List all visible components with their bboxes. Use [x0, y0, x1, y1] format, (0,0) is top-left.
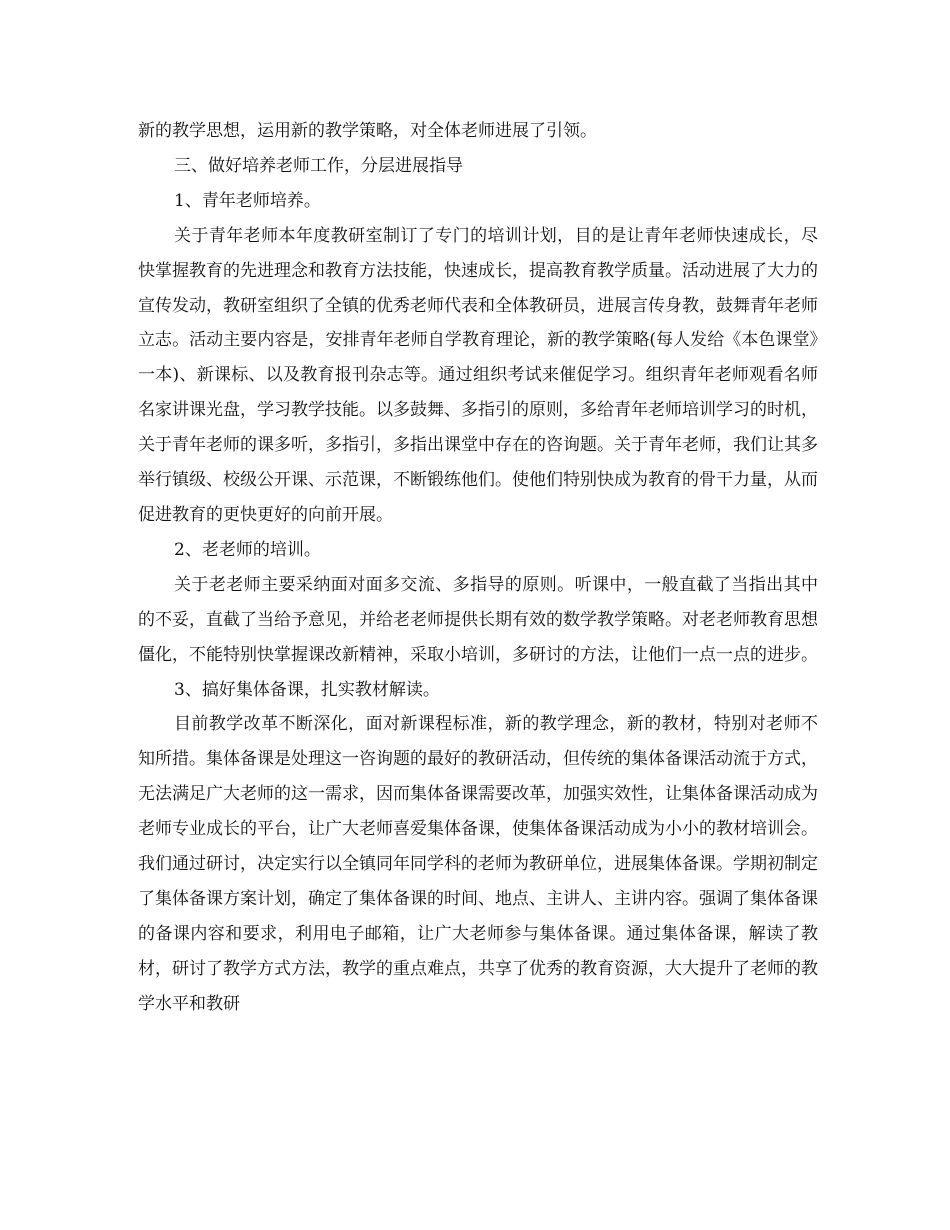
paragraph-continuation: 新的教学思想，运用新的教学策略，对全体老师进展了引领。	[138, 121, 597, 141]
section-heading-3: 三、做好培养老师工作，分层进展指导	[174, 155, 463, 176]
paragraph-collective-lesson-prep: 目前教学改革不断深化，面对新课程标准，新的教学理念，新的教材，特别对老师不知所措。集体备课是处理这一咨询题的最好的教研活动，但传统的集体备课活动流于方式，无法满足广大老师的这一需求，因而集体备课需要改革，加强实效性，让集体备课活动成为老师专业成长的平台，让广大老师喜爱集体备课，使集体备课活动成为小小的教材培训会。我们通过研讨，决定实行以全镇同年同学科的老师为教研单位，进展集体备课。学期初制定了集体备课方案计划，确定了集体备课的时间、地点、主讲人、主讲内容。强调了集体备课的备课内容和要求，利用电子邮箱，让广大老师参与集体备课。通过集体备课，解读了教材，研讨了教学方式方法，教学的重点难点，共享了优秀的教育资源，大大提升了老师的教学水平和教研	[138, 714, 818, 1014]
subheading-collective-lesson-prep: 3、搞好集体备课，扎实教材解读。	[174, 679, 440, 700]
document-body	[138, 114, 818, 1022]
subheading-young-teachers: 1、青年老师培养。	[174, 190, 321, 211]
paragraph-senior-teachers: 关于老老师主要采纳面对面多交流、多指导的原则。听课中，一般直截了当指出其中的不妥，直截了当给予意见，并给老老师提供长期有效的数学教学策略。对老老师教育思想僵化，不能特别快掌握课改新精神，采取小培训，多研讨的方法，让他们一点一点的进步。	[138, 574, 818, 665]
subheading-senior-teachers: 2、老老师的培训。	[174, 539, 321, 560]
paragraph-young-teachers: 关于青年老师本年度教研室制订了专门的培训计划，目的是让青年老师快速成长，尽快掌握教育的先进理念和教育方法技能，快速成长，提高教育教学质量。活动进展了大力的宣传发动，教研室组织了全镇的优秀老师代表和全体教研员，进展言传身教，鼓舞青年老师立志。活动主要内容是，安排青年老师自学教育理论，新的教学策略(每人发给《本色课堂》一本)、新课标、以及教育报刊杂志等。通过组织考试来催促学习。组织青年老师观看名师名家讲课光盘，学习教学技能。以多鼓舞、多指引的原则，多给青年老师培训学习的时机，关于青年老师的课多听，多指引，多指出课堂中存在的咨询题。关于青年老师，我们让其多举行镇级、校级公开课、示范课，不断锻练他们。使他们特别快成为教育的骨干力量，从而促进教育的更快更好的向前开展。	[138, 225, 818, 525]
